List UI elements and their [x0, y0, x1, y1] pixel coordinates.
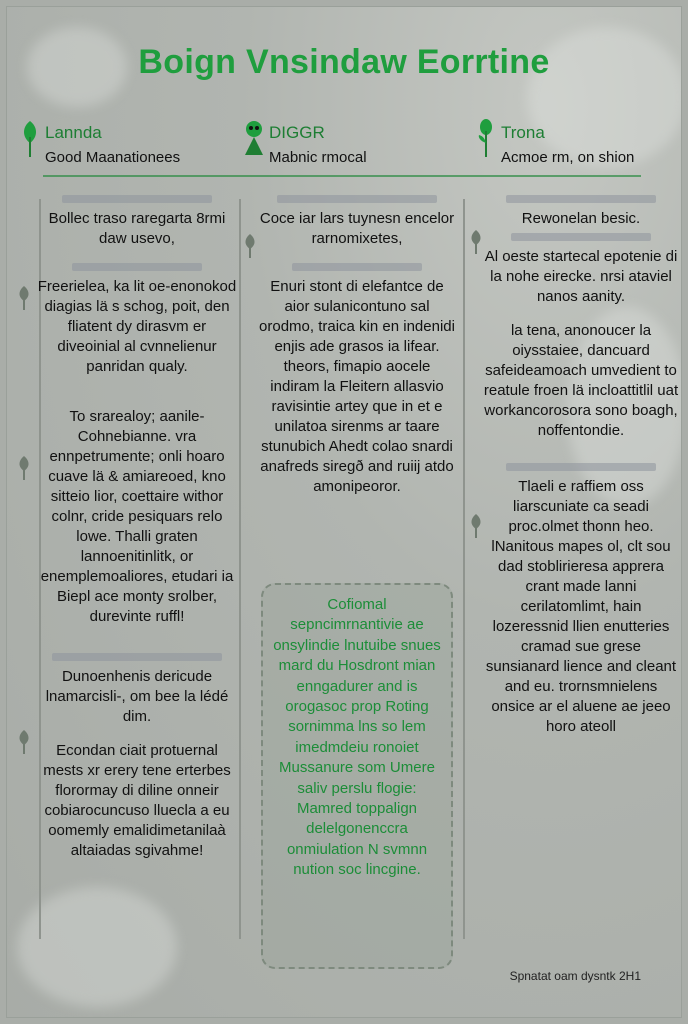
- leaf-icon: [17, 455, 31, 481]
- document-page: [6, 6, 682, 1018]
- mascot-icon: [241, 117, 267, 159]
- callout-text: Cofiomal sepncimrnantivie ae onsylindie lnutuibe snues mard du Hosdront mian enngadurer and is orogasoc prop Roting sornimma lns so lem imedmdeiu ronoiet Mussanure som Umere saliv perslu flogie: Mamred toppalign delelgonenccra onmiulation N svmnn nution soc lincgine.: [273, 596, 441, 879]
- faded-heading: [62, 195, 212, 203]
- header-name-2: DIGGR: [269, 123, 325, 142]
- faded-heading: [506, 195, 656, 203]
- header-divider: [43, 175, 641, 177]
- faded-heading: [292, 263, 422, 271]
- page-title: Boign Vnsindaw Eorrtine: [138, 43, 550, 81]
- column-1-paragraph-2: Freerielea, ka lit oe-enonokod diagias lä s schog, poit, den fliatent dy dirasvm er diveoinial al cvnnelienur panridan qualy.: [37, 278, 237, 375]
- faded-heading: [72, 263, 202, 271]
- header-column-2: [241, 115, 441, 171]
- faded-heading: [506, 463, 656, 471]
- header-subtitle-2: Mabnic rmocal: [269, 149, 367, 166]
- column-1-paragraph-3: To srarealoy; aanile-Cohnebianne. vra ennpetrumente; onli hoaro cuave lä & amiareoed, kno sitteio lior, coettaire withor colnr, cride pesiquars relo lowe. Thalli graten lannoenitinlitk, or enemplemoaliores, etudari ia Biepl ace monty srolber, durevinte ruffl!: [40, 408, 234, 625]
- header-name-1: Lannda: [45, 123, 102, 142]
- header-column-1: [17, 115, 217, 171]
- leaf-icon: [243, 233, 257, 259]
- column-rule-3: [463, 199, 465, 939]
- column-3-paragraph-4: Tlaeli e raffiem oss liarscuniate ca seadi proc.olmet thonn heo. lNanitous mapes ol, clt sou dad stoblirieresa apprera crant made lanni cerilatomlimt, hain lozeressnid llien enutteries cramad sue grese sunsianard lience and cleant and eu. trornsmnielens onsice ar el aluene ae jeeo horo ateoll: [485, 478, 677, 735]
- faded-heading: [277, 195, 437, 203]
- column-3: [483, 195, 679, 751]
- header-column-3: [473, 115, 673, 171]
- sprout-icon: [473, 117, 499, 159]
- column-2: [259, 195, 455, 511]
- column-1-paragraph-1: Bollec traso raregarta 8rmi daw usevo,: [48, 210, 226, 247]
- column-3-paragraph-1: Rewonelan besic.: [521, 210, 641, 227]
- faded-heading: [511, 233, 651, 241]
- column-3-paragraph-3: la tena, anonoucer la oiysstaiee, dancuard safeideamoach umvedient to reatule froen lä incloattitlil uat workancorosora sono boagh, noffentondie.: [483, 322, 679, 439]
- footer-note: Spnatat oam dysntk 2H1: [509, 969, 641, 983]
- leaf-icon: [17, 285, 31, 311]
- leaf-icon: [469, 229, 483, 255]
- column-2-paragraph-1: Coce iar lars tuynesn encelor rarnomixetes,: [259, 210, 455, 247]
- leaf-icon: [17, 117, 43, 159]
- column-1-paragraph-4: Dunoenhenis dericude lnamarcisli-, om bee la lédé dim.: [45, 668, 229, 725]
- leaf-icon: [17, 729, 31, 755]
- column-2-paragraph-2: Enuri stont di elefantce de aior sulanicontuno sal orodmo, traica kin en indenidi enjis ade grasos ia lifear. theors, fimapio aocele indiram la Fleitern allasvio ravisintie artey que in et e unilatoa sirenms ar taare stunubich Ahedt colao snardi anafreds siregð and ruiij atdo amonipeoror.: [259, 278, 455, 495]
- leaf-icon: [469, 513, 483, 539]
- column-1: [37, 195, 237, 875]
- header-subtitle-1: Good Maanationees: [45, 149, 181, 166]
- header-subtitle-3: Acmoe rm, on shion: [501, 149, 635, 166]
- column-3-paragraph-2: Al oeste startecal epotenie di la nohe eirecke. nrsi ataviel nanos aanity.: [484, 248, 678, 305]
- green-callout-box: [261, 583, 453, 969]
- header-name-3: Trona: [501, 123, 545, 142]
- column-rule-2: [239, 199, 241, 939]
- faded-heading: [52, 653, 222, 661]
- column-1-paragraph-5: Econdan ciait protuernal mests xr erery tene erterbes florormay di diline onneir cobiarocuncuso lluecla a eu oomemly emalidimetanilaà altaiadas sgivahme!: [43, 742, 231, 859]
